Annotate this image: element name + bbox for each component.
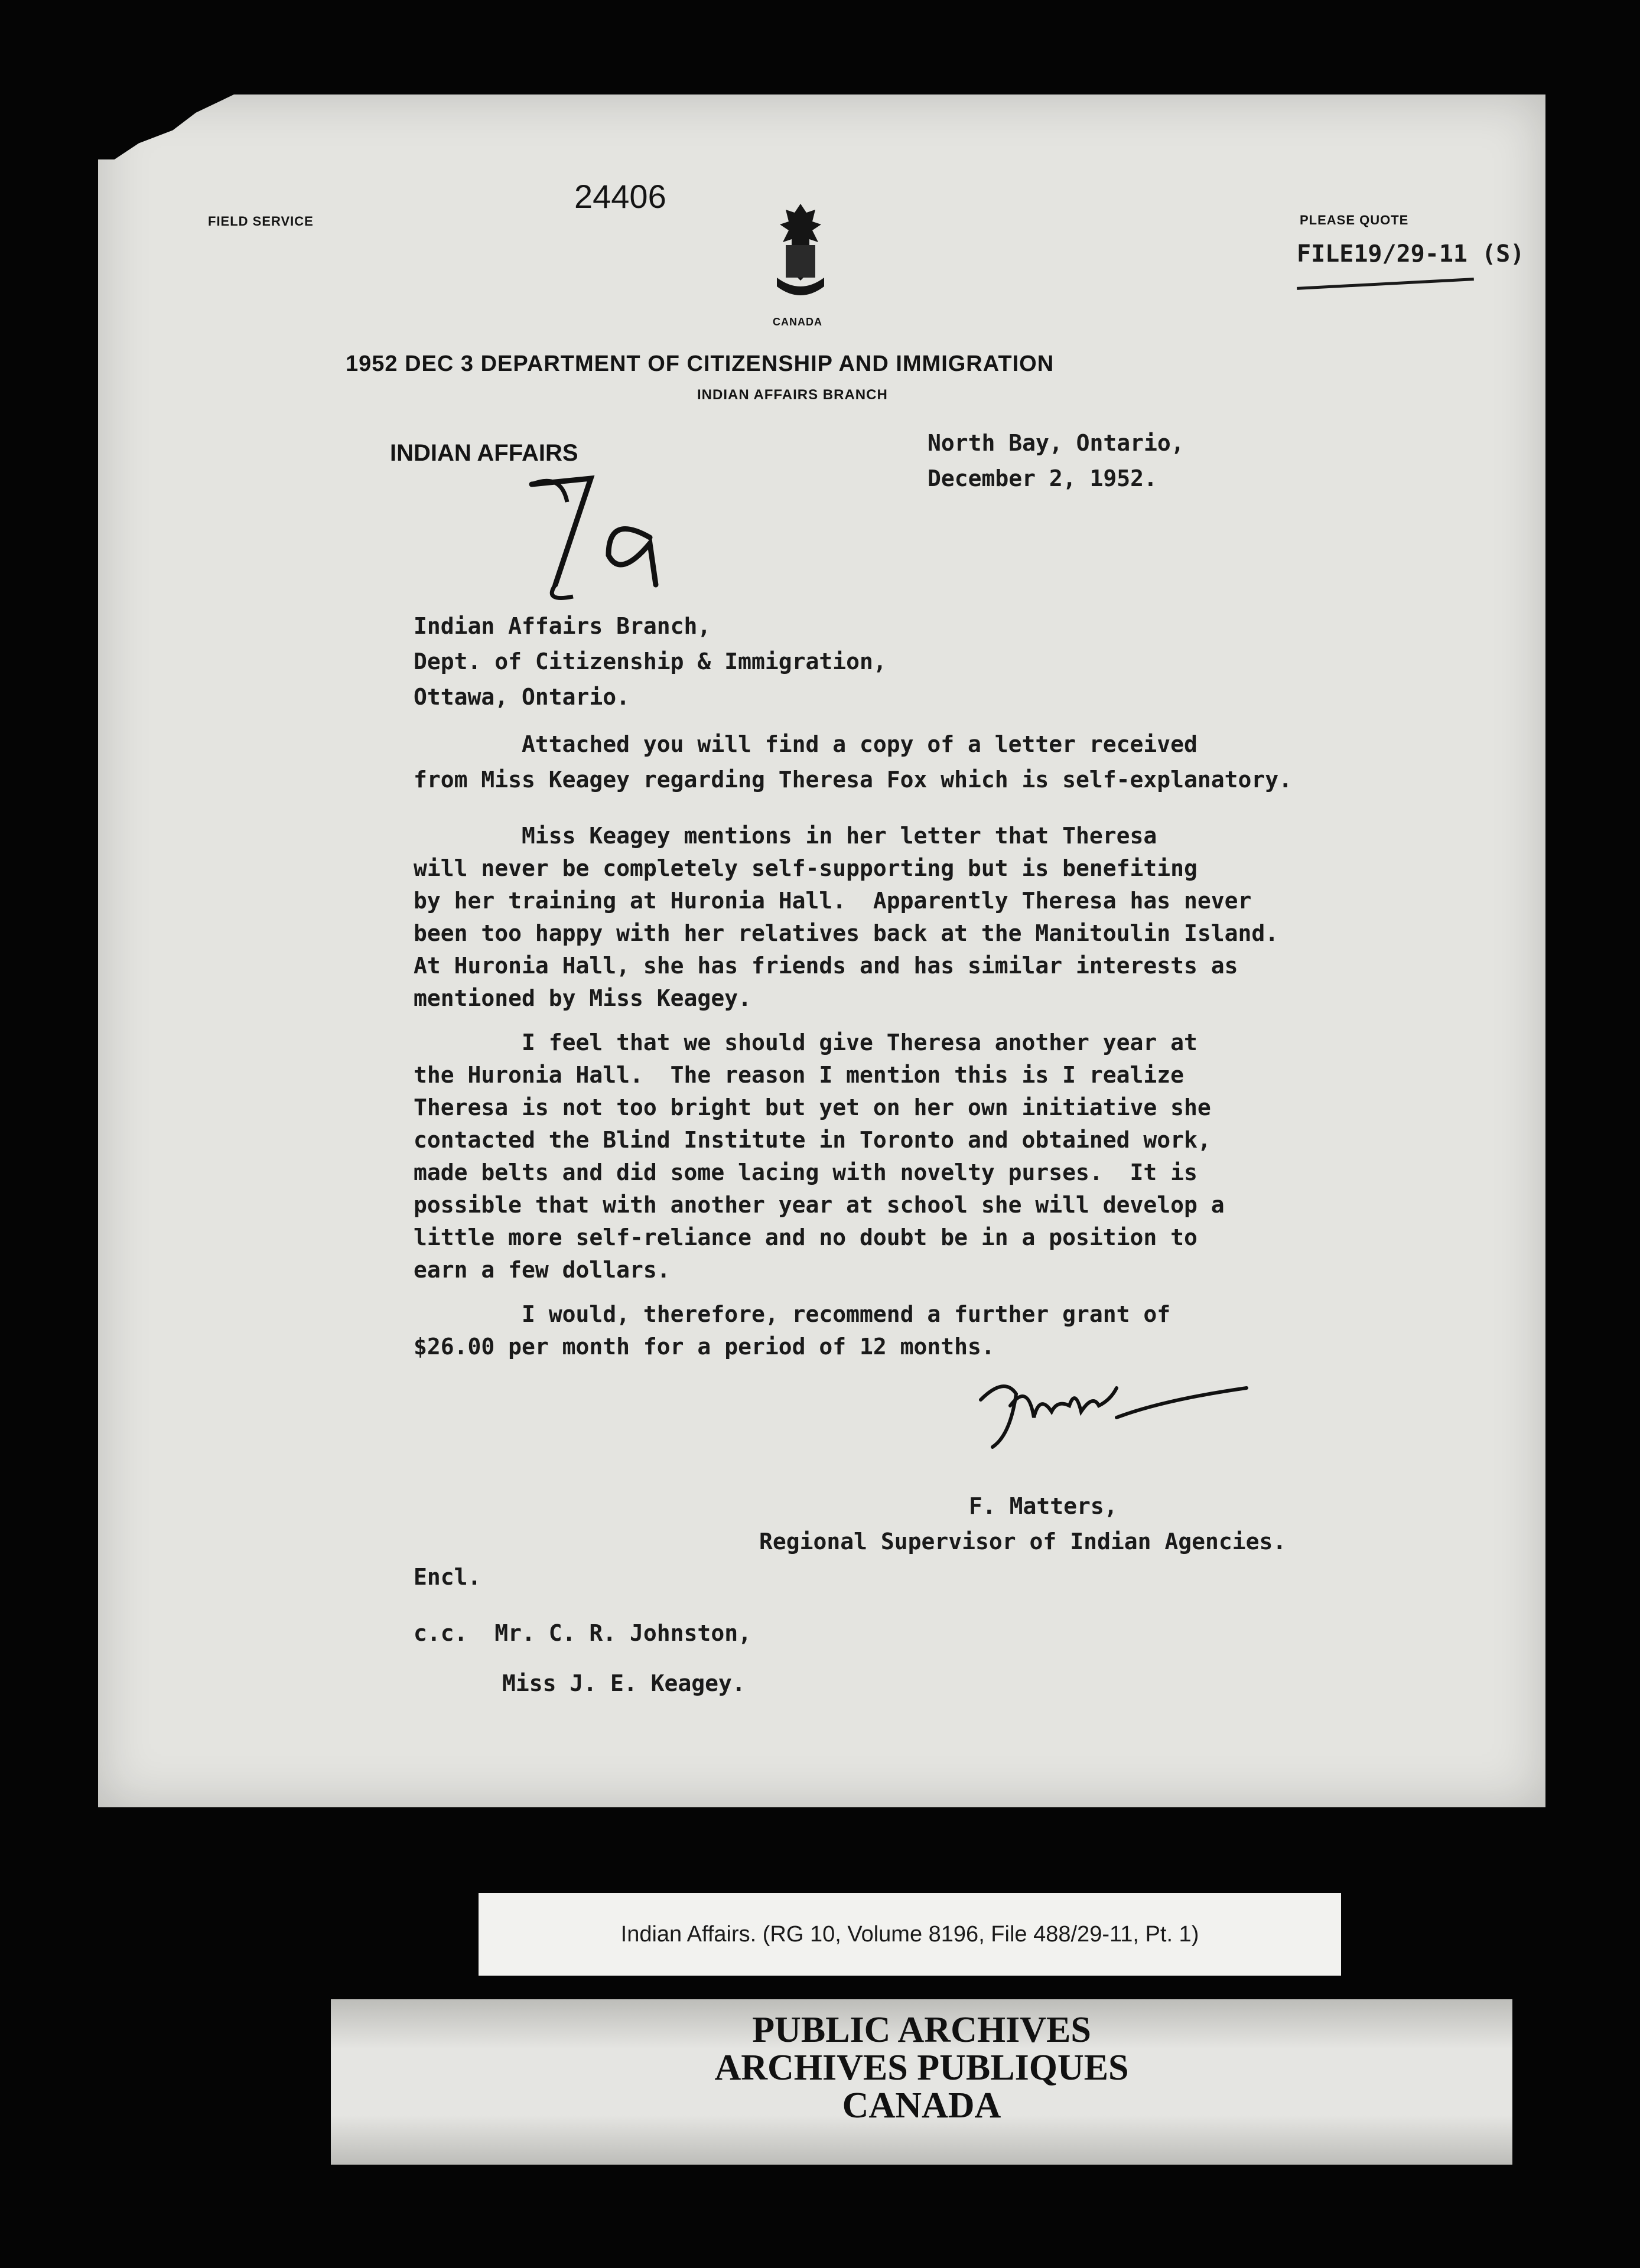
paragraph-line: the Huronia Hall. The reason I mention this is I realize	[414, 1062, 1185, 1088]
please-quote-label: PLEASE QUOTE	[1300, 213, 1409, 227]
canada-coat-of-arms	[765, 201, 836, 307]
archives-label	[597, 2011, 1247, 2124]
file-reference: FILE19/29-11 (S)	[1297, 240, 1525, 268]
archive-caption: Indian Affairs. (RG 10, Volume 8196, File 488/29-11, Pt. 1)	[620, 1921, 1199, 1947]
paragraph-line: will never be completely self-supporting but is benefiting	[414, 855, 1198, 881]
paragraph-line: Attached you will find a copy of a letter received	[414, 731, 1198, 757]
paragraph-line: contacted the Blind Institute in Toronto and obtained work,	[414, 1127, 1211, 1153]
archives-line: PUBLIC ARCHIVES	[752, 2010, 1091, 2050]
crest-label: CANADA	[773, 316, 822, 328]
addressee-line: Dept. of Citizenship & Immigration,	[414, 649, 887, 674]
archive-caption-box	[479, 1893, 1341, 1976]
paragraph-line: little more self-reliance and no doubt be in a position to	[414, 1224, 1198, 1250]
enclosure-label: Encl.	[414, 1564, 481, 1590]
paragraph-line: possible that with another year at school she will develop a	[414, 1192, 1225, 1218]
cc-line: Miss J. E. Keagey.	[502, 1670, 746, 1696]
paragraph-line: mentioned by Miss Keagey.	[414, 985, 751, 1011]
received-stamp: 1952 DEC 3 DEPARTMENT OF CITIZENSHIP AND IMMIGRATION	[346, 351, 1055, 376]
document-number: 24406	[574, 178, 666, 215]
paragraph-line: I feel that we should give Theresa another year at	[414, 1029, 1198, 1055]
paragraph-line: $26.00 per month for a period of 12 months.	[414, 1334, 995, 1360]
paragraph-line: from Miss Keagey regarding Theresa Fox which is self-explanatory.	[414, 767, 1293, 793]
paragraph-line: been too happy with her relatives back at the Manitoulin Island.	[414, 920, 1279, 946]
archives-line: ARCHIVES PUBLIQUES	[714, 2048, 1129, 2088]
paragraph-line: Theresa is not too bright but yet on her own initiative she	[414, 1094, 1211, 1120]
paragraph-line: earn a few dollars.	[414, 1257, 671, 1283]
branch-label: INDIAN AFFAIRS BRANCH	[697, 387, 888, 403]
paragraph-line: made belts and did some lacing with novelty purses. It is	[414, 1159, 1198, 1185]
archives-line: CANADA	[842, 2085, 1001, 2126]
field-service-label: FIELD SERVICE	[208, 214, 314, 229]
cc-line: c.c. Mr. C. R. Johnston,	[414, 1620, 751, 1646]
paragraph-line: I would, therefore, recommend a further grant of	[414, 1301, 1171, 1327]
signer-title: Regional Supervisor of Indian Agencies.	[759, 1529, 1287, 1555]
paragraph-line: At Huronia Hall, she has friends and has similar interests as	[414, 953, 1238, 979]
indian-affairs-stamp: INDIAN AFFAIRS	[390, 440, 578, 466]
paragraph-line: Miss Keagey mentions in her letter that Theresa	[414, 823, 1157, 849]
signature	[969, 1364, 1252, 1465]
addressee-line: Ottawa, Ontario.	[414, 684, 630, 710]
letter-date: December 2, 1952.	[928, 465, 1157, 491]
signer-name: F. Matters,	[969, 1493, 1118, 1519]
letter-place: North Bay, Ontario,	[928, 430, 1185, 456]
addressee-line: Indian Affairs Branch,	[414, 613, 711, 639]
paragraph-line: by her training at Huronia Hall. Apparently Theresa has never	[414, 888, 1252, 914]
handwritten-mark-7a	[520, 467, 673, 602]
